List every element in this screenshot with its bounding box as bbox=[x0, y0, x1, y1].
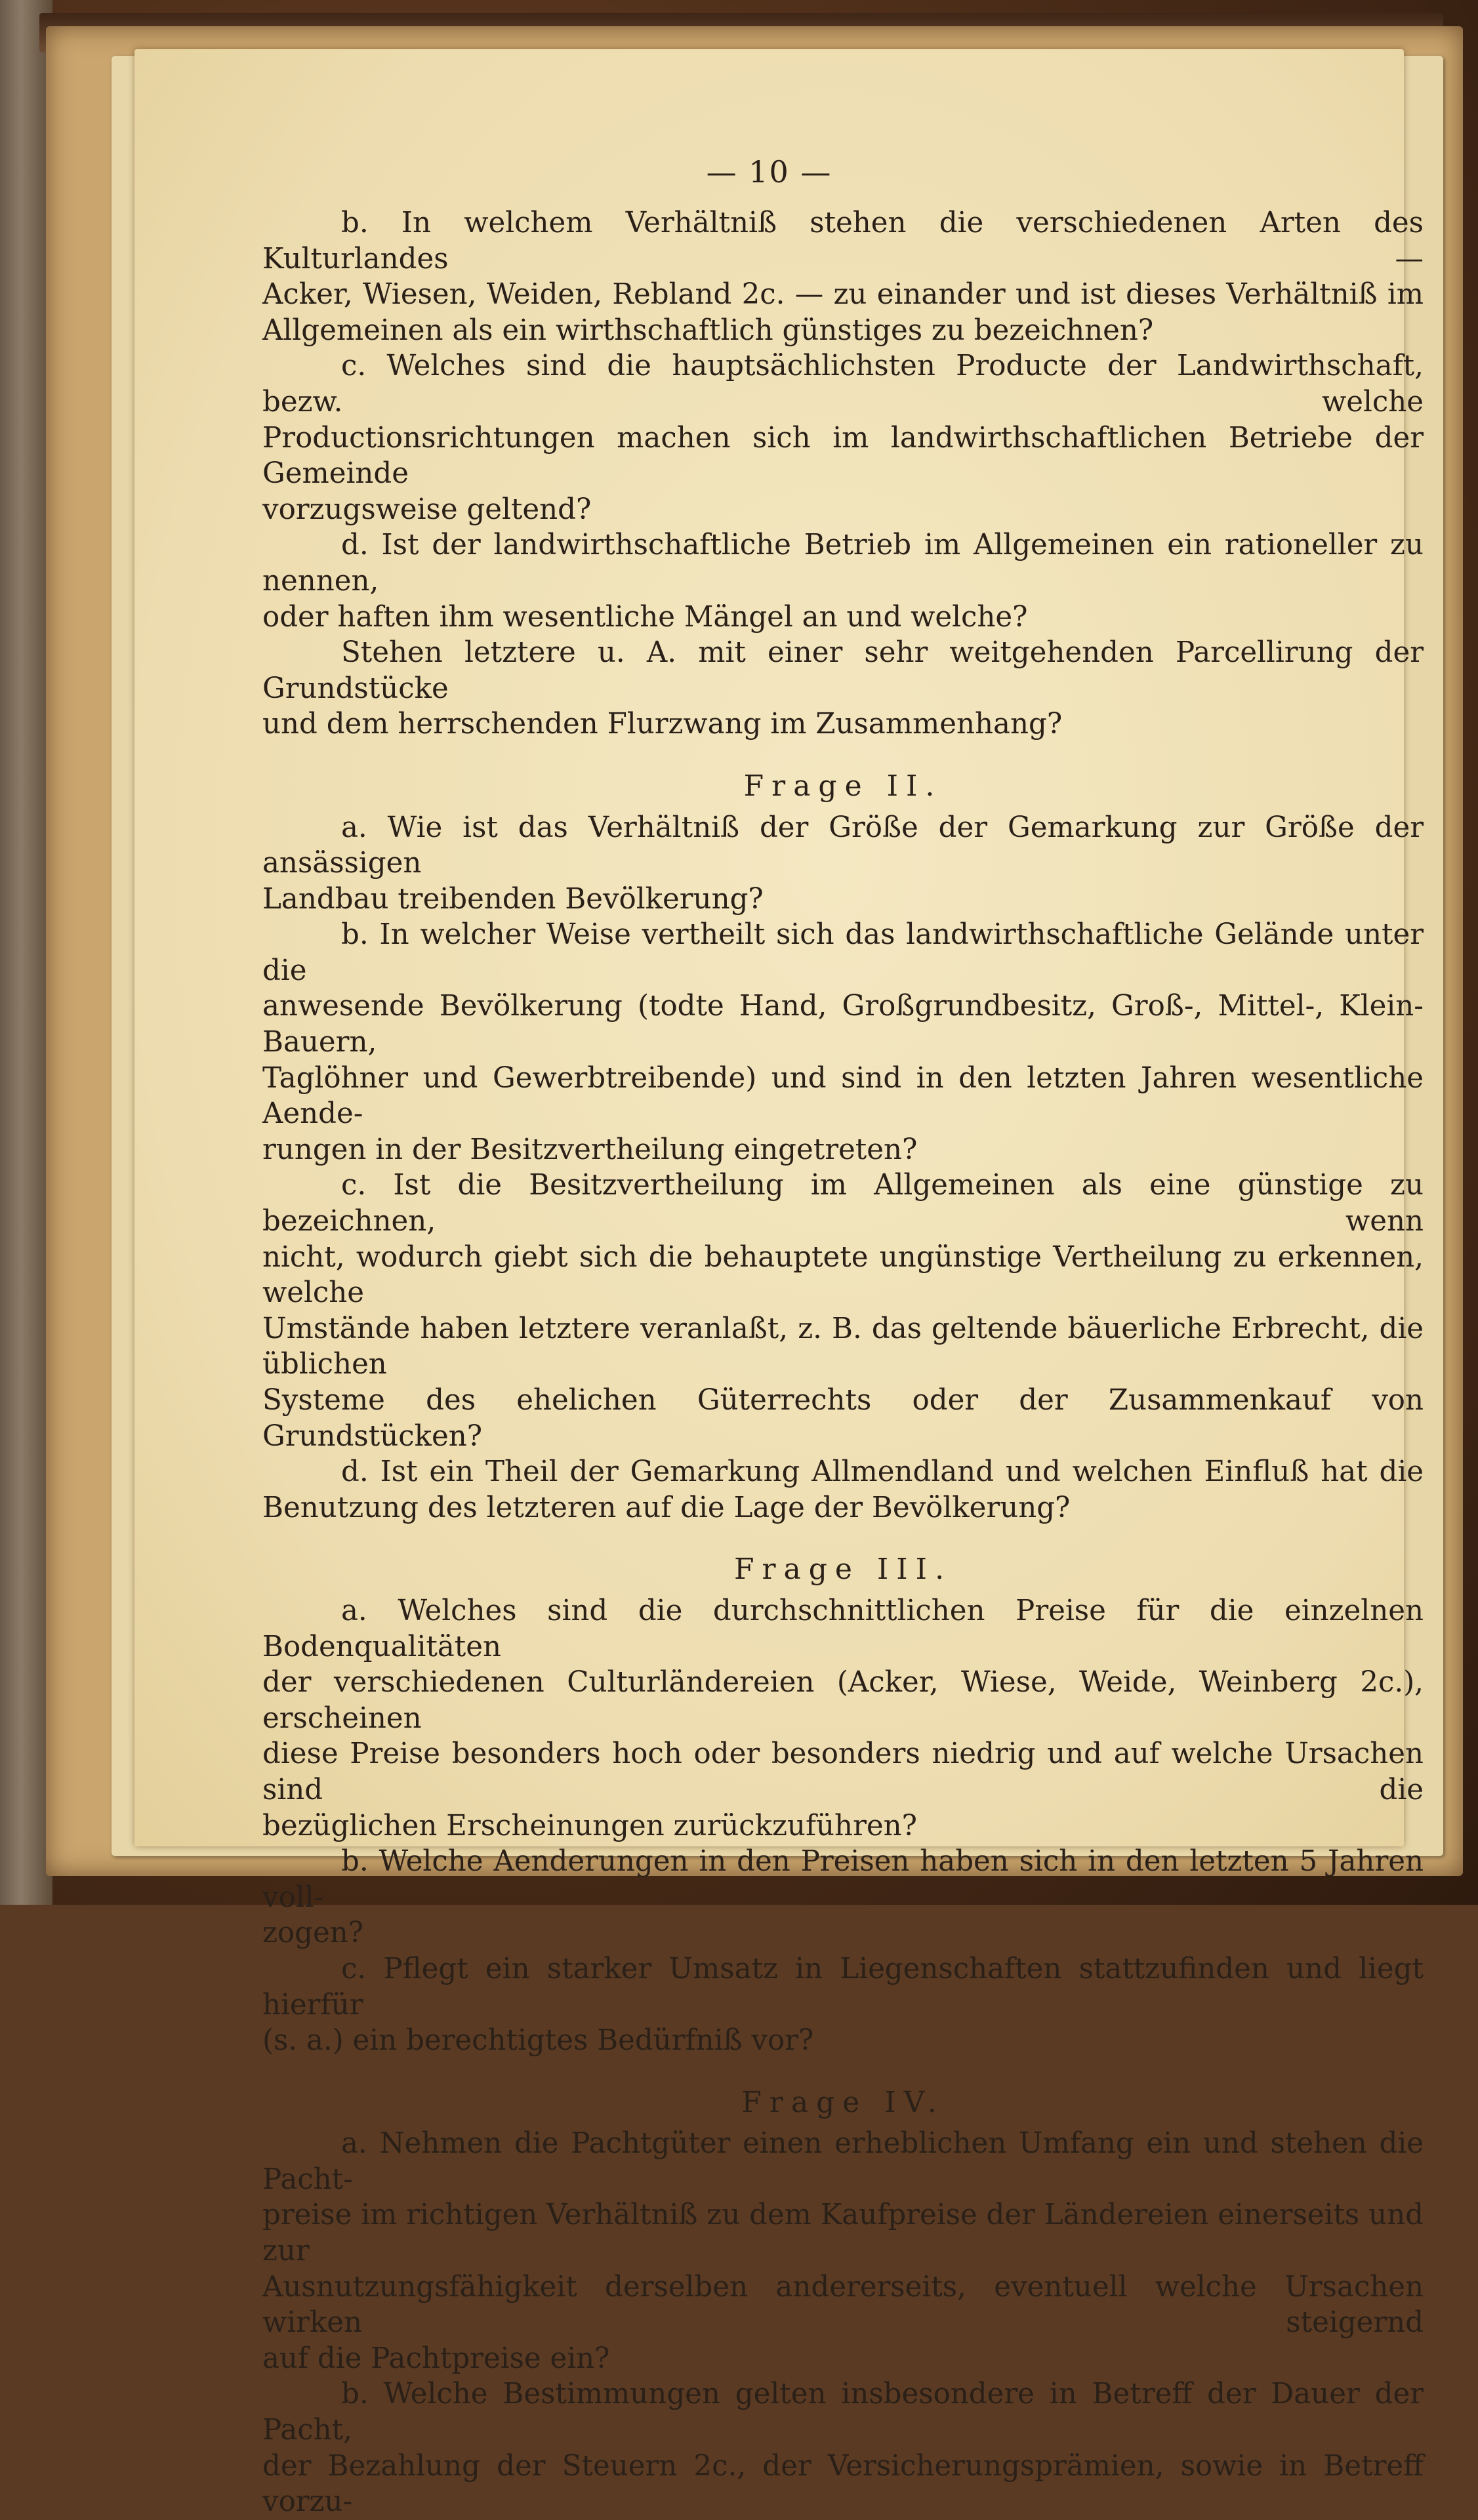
text-line: c. Ist die Besitzvertheilung im Allgemeinen als eine günstige zu bezeichnen, wenn bbox=[262, 1169, 1424, 1238]
text-line: anwesende Bevölkerung (todte Hand, Großgrundbesitz, Groß-, Mittel-, Klein-Bauern, bbox=[262, 990, 1424, 1059]
text-line: c. Welches sind die hauptsächlichsten Producte der Landwirthschaft, bezw. welche bbox=[262, 350, 1424, 418]
text-line: nicht, wodurch giebt sich die behauptete ungünstige Vertheilung zu erkennen, welche bbox=[262, 1240, 1424, 1310]
section-heading: Frage IV. bbox=[741, 2085, 945, 2119]
text-line: Systeme des ehelichen Güterrechts oder der Zusammenkauf von Grundstücken? bbox=[262, 1384, 1424, 1453]
page-number: — 10 — bbox=[706, 154, 832, 190]
text-line: (s. a.) ein berechtigtes Bedürfniß vor? bbox=[262, 2024, 814, 2058]
text-line: b. Welche Aenderungen in den Preisen haben sich in den letzten 5 Jahren voll- bbox=[262, 1845, 1424, 1914]
text-line: zogen? bbox=[262, 1917, 364, 1950]
text-line: oder haften ihm wesentliche Mängel an und welche? bbox=[262, 600, 1028, 634]
text-line: Umstände haben letztere veranlaßt, z. B. das geltende bäuerliche Erbrecht, die üblichen bbox=[262, 1312, 1424, 1381]
text-line: b. In welcher Weise vertheilt sich das landwirthschaftliche Gelände unter die bbox=[262, 918, 1424, 987]
text-line: Allgemeinen als ein wirthschaftlich günstiges zu bezeichnen? bbox=[262, 314, 1154, 347]
text-line: der verschiedenen Culturländereien (Acker, Wiese, Weide, Weinberg 2c.), erscheinen bbox=[262, 1666, 1424, 1735]
text-line: rungen in der Besitzvertheilung eingetreten? bbox=[262, 1133, 918, 1166]
text-line: und dem herrschenden Flurzwang im Zusammenhang? bbox=[262, 708, 1063, 741]
book-cover-left-edge bbox=[0, 0, 52, 1905]
text-line: b. Welche Bestimmungen gelten insbesondere in Betreff der Dauer der Pacht, bbox=[262, 2378, 1424, 2447]
text-line: a. Nehmen die Pachtgüter einen erheblichen Umfang ein und stehen die Pacht- bbox=[262, 2127, 1424, 2196]
page-sheet bbox=[134, 49, 1424, 2519]
text-line: vorzugsweise geltend? bbox=[262, 493, 592, 526]
text-line: Landbau treibenden Bevölkerung? bbox=[262, 882, 764, 916]
text-line: Stehen letztere u. A. mit einer sehr weitgehenden Parcellirung der Grundstücke bbox=[262, 636, 1424, 705]
text-line: a. Wie ist das Verhältniß der Größe der Gemarkung zur Größe der ansässigen bbox=[262, 811, 1424, 880]
text-line: auf die Pachtpreise ein? bbox=[262, 2342, 610, 2375]
text-line: d. Ist ein Theil der Gemarkung Allmendland und welchen Einfluß hat die bbox=[341, 1455, 1424, 1489]
text-line: Acker, Wiesen, Weiden, Rebland 2c. — zu einander und ist dieses Verhältniß im bbox=[262, 278, 1424, 312]
text-line: der Bezahlung der Steuern 2c., der Versicherungsprämien, sowie in Betreff vorzu- bbox=[262, 2449, 1424, 2519]
text-line: bezüglichen Erscheinungen zurückzuführen? bbox=[262, 1809, 917, 1842]
section-heading: Frage II. bbox=[743, 769, 943, 803]
text-line: diese Preise besonders hoch oder besonders niedrig und auf welche Ursachen sind die bbox=[262, 1738, 1424, 1806]
text-line: c. Pflegt ein starker Umsatz in Liegenschaften stattzufinden und liegt hierfür bbox=[262, 1952, 1424, 2022]
text-line: preise im richtigen Verhältniß zu dem Kaufpreise der Ländereien einerseits und zur bbox=[262, 2199, 1424, 2268]
text-line: Taglöhner und Gewerbtreibende) und sind in den letzten Jahren wesentliche Aende- bbox=[262, 1061, 1424, 1131]
text-line: Benutzung des letzteren auf die Lage der Bevölkerung? bbox=[262, 1491, 1071, 1524]
text-line: a. Welches sind die durchschnittlichen Preise für die einzelnen Bodenqualitäten bbox=[262, 1594, 1424, 1663]
section-heading: Frage III. bbox=[733, 1553, 953, 1587]
text-line: d. Ist der landwirthschaftliche Betrieb im Allgemeinen ein rationeller zu nennen, bbox=[262, 529, 1424, 598]
text-line: Ausnutzungsfähigkeit derselben andererseits, eventuell welche Ursachen wirken steigernd bbox=[262, 2270, 1424, 2340]
page-text bbox=[262, 205, 1424, 2520]
text-line: b. In welchem Verhältniß stehen die verschiedenen Arten des Kulturlandes — bbox=[262, 207, 1424, 275]
text-line: Productionsrichtungen machen sich im landwirthschaftlichen Betriebe der Gemeinde bbox=[262, 421, 1424, 491]
